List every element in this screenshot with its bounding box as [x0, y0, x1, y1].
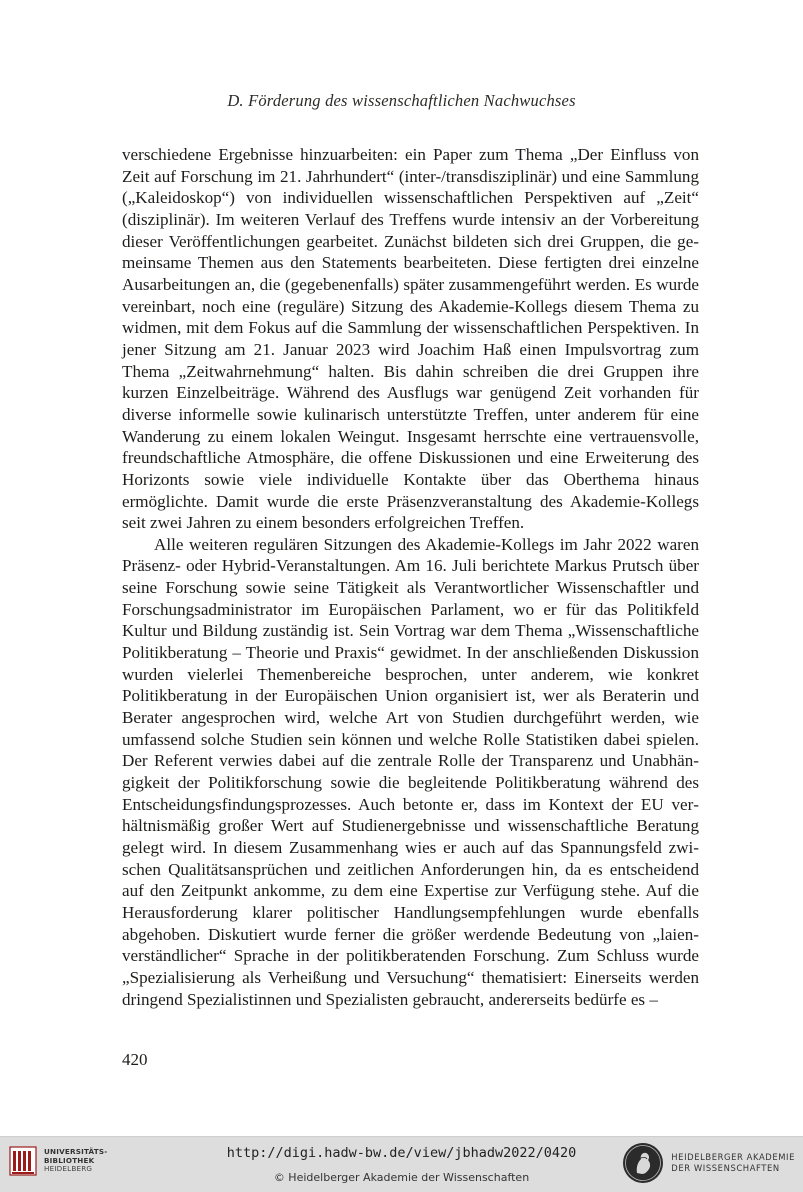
page-number: 420: [122, 1050, 148, 1069]
academy-logo-line-2: DER WISSENSCHAFTEN: [671, 1163, 780, 1173]
ub-logo-line-1: UNIVERSITÄTS-: [44, 1147, 108, 1157]
ub-logo-line-3: HEIDELBERG: [44, 1164, 93, 1174]
academy-seal-icon: [621, 1141, 665, 1185]
academy-logo-line-1: HEIDELBERGER AKADEMIE: [671, 1152, 795, 1162]
ub-logo-line-2: BIBLIOTHEK: [44, 1155, 95, 1165]
permalink-url[interactable]: http://digi.hadw-bw.de/view/jbhadw2022/0420: [226, 1145, 577, 1161]
running-head: D. Förderung des wissenschaftlichen Nachwuchses: [227, 91, 576, 110]
viewer-footer: [0, 1136, 803, 1192]
paragraph-1: verschiedene Ergebnisse hinzuarbeiten: ein Paper zum Thema „Der Einfluss von Zeit auf Forschung im 21. Jahrhundert“ (inter-/transdisziplinär) und eine Sammlung („Kaleidoskop“) von individuellen wissenschaftlichen Perspektiven auf „Zeit“ (disziplinär). Im weiteren Verlauf des Treffens wurde intensiv an der Vorbereitung dieser Veröffentlichungen gearbeitet. Zunächst bildeten sich drei Gruppen, die gemeinsame Themen aus den Statements bearbeiteten. Diese fertigten drei einzelne Ausarbeitungen an, die (gegebenenfalls) später zusammengeführt werden. Es wurde vereinbart, noch eine (reguläre) Sitzung des Akademie-Kollegs diesem Thema zu widmen, mit dem Fokus auf die Sammlung der wissenschaftlichen Perspektiven. In jener Sitzung am 21. Januar 2023 wird Joachim Haß einen Impulsvortrag zum Thema „Zeitwahrnehmung“ halten. Bis dahin schreiben die drei Gruppen ihre kurzen Einzelbeiträge. Während des Ausflugs war genügend Zeit vorhanden für diverse informelle sowie kulinarisch unterstützte Treffen, unter anderem für eine Wanderung zu einem lokalen Weingut. Insgesamt herrschte eine vertrauensvolle, freundschaftliche Atmosphäre, die offene Diskussionen und eine Erweiterung des Horizonts sowie viele individuelle Kontakte über das Oberthema hinaus ermöglichte. Damit wurde die erste Präsenzveranstaltung des Akademie-Kollegs seit zwei Jahren zu einem besonders erfolgreichen Treffen.: [122, 145, 699, 533]
paragraph-2: Alle weiteren regulären Sitzungen des Akademie-Kollegs im Jahr 2022 waren Präsenz- oder Hybrid-Veranstaltungen. Am 16. Juli berichtete Markus Prutsch über seine Forschung sowie seine Tätigkeit als Verantwortlicher Wissenschaftler und Forschungsadministrator im Europäischen Parlament, wo er für das Politikfeld Kultur und Bildung zuständig ist. Sein Vortrag war dem Thema „Wissenschaftliche Politikberatung – Theorie und Praxis“ gewidmet. In der anschließenden Diskussion wurden vielerlei Themenbereiche besprochen, unter anderem, wie konkret Politikberatung in der Europäischen Union organisiert ist, wer als Beraterin und Berater angesprochen wird, welche Art von Studien durchgeführt werden, wie umfassend solche Studien sein können und welche Rolle Statistiken dabei spielen. Der Referent verwies dabei auf die zentrale Rolle der Transparenz und Unabhängigkeit der Politikforschung sowie die begleitende Politikberatung während des Entscheidungsfindungsprozesses. Auch betonte er, dass im Kontext der EU verhältnismäßig großer Wert auf Studienergebnisse und wissenschaftliche Beratung gelegt wird. In diesem Zusammenhang wies er auch auf das Spannungsfeld zwischen Qualitätsansprüchen und zeitlichen Anforderungen hin, da es entscheidend auf den Zeitpunkt ankomme, zu dem eine Expertise zur Verfügung stehe. Auf die Herausforderung klarer politischer Handlungsempfehlungen wurde ebenfalls abgehoben. Diskutiert wurde ferner die größer werdende Bedeutung von „laienverständlicher“ Sprache in der politikberatenden Forschung. Zum Schluss wurde „Spezialisierung als Verheißung und Versuchung“ thematisiert: Einerseits werden dringend Spezialistinnen und Spezialisten gebraucht, andererseits bedürfe es –: [122, 534, 699, 1009]
academy-logo-text: [671, 1152, 795, 1174]
academy-logo[interactable]: [621, 1141, 795, 1185]
copyright-notice: © Heidelberger Akademie der Wissenschaften: [273, 1171, 530, 1184]
body-text: [122, 144, 699, 1010]
